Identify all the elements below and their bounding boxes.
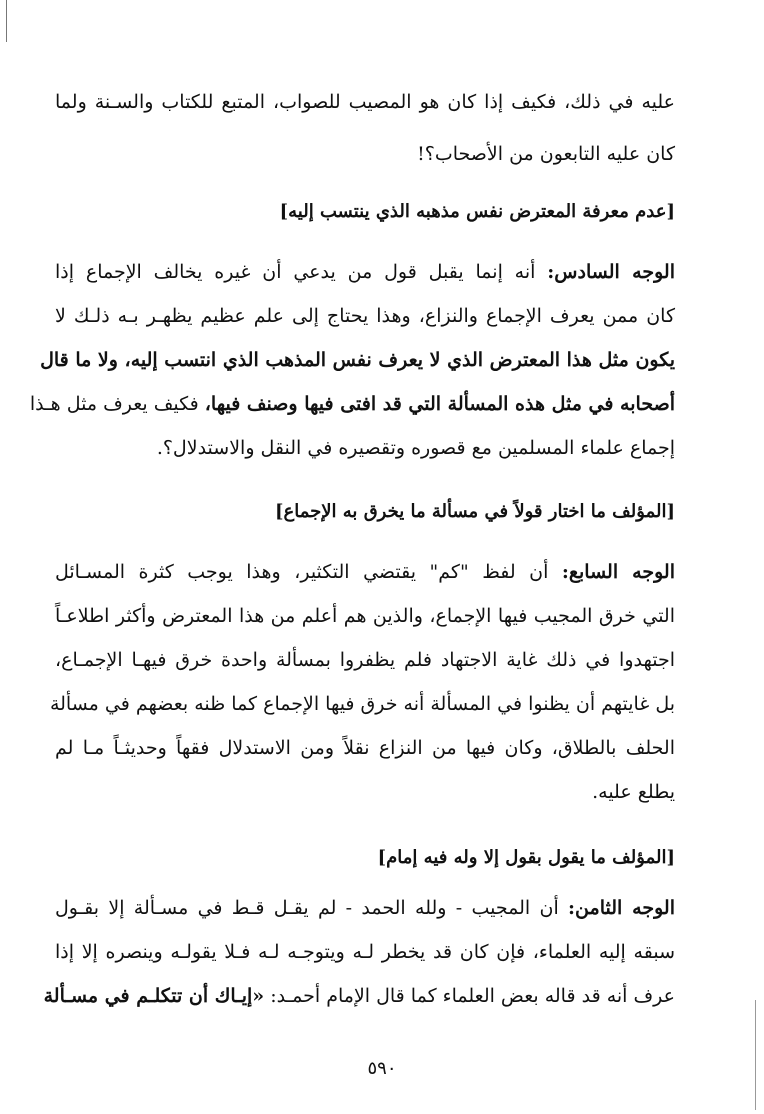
paragraph3-line1 xyxy=(55,552,675,592)
paragraph2-line4-bold: أصحابه في مثل هذه المسألة التي قد افتى فيها وصنف فيها، xyxy=(204,393,675,415)
paragraph4-line3-bold: «إيـاك أن تتكلـم في مسـألة xyxy=(43,985,265,1007)
paragraph4-lead: الوجه الثامن: xyxy=(568,897,675,919)
paragraph2-line4-text: فكيف يعرف مثل هـذا xyxy=(29,393,199,415)
section-heading-2: [المؤلف ما اختار قولاً في مسألة ما يخرق به الإجماع] xyxy=(274,501,675,522)
paragraph3-line4: بل غايتهم أن يظنوا في المسألة أنه خرق فيها الإجماع كما ظنه بعضهم في مسألة xyxy=(49,693,675,715)
section-heading-1: [عدم معرفة المعترض نفس مذهبه الذي ينتسب إليه] xyxy=(279,201,675,222)
paragraph4-line2: سبقه إليه العلماء، فإن كان قد يخطر لـه ويتوجـه لـه فـلا يقولـه وينصره إلا إذا xyxy=(55,941,675,963)
paragraph4-line3 xyxy=(43,976,675,1016)
page-body xyxy=(29,82,676,1022)
paragraph4-line3-text: عرف أنه قد قاله بعض العلماء كما قال الإمام أحمـد: xyxy=(270,985,675,1007)
right-margin-rule xyxy=(755,1000,756,1110)
paragraph2-line5: إجماع علماء المسلمين مع قصوره وتقصيره في النقل والاستدلال؟. xyxy=(156,437,675,459)
paragraph3-line5: الحلف بالطلاق، وكان فيها من النزاع نقلاً ومن الاستدلال فقهاً وحديثـاً مـا لم xyxy=(55,737,675,759)
paragraph2-line3: يكون مثل هذا المعترض الذي لا يعرف نفس المذهب الذي انتسب إليه، ولا ما قال xyxy=(40,349,675,371)
paragraph3-line2: التي خرق المجيب فيها الإجماع، والذين هم أعلم من هذا المعترض وأكثر اطلاعـاً xyxy=(55,605,675,627)
paragraph4-line1-text: أن المجيب - ولله الحمد - لم يقـل قـط في مسـألة إلا بقـول xyxy=(55,897,559,919)
paragraph2-line1-text: أنه إنما يقبل قول من يدعي أن غيره يخالف الإجماع إذا xyxy=(55,261,536,283)
paragraph3-lead: الوجه السابع: xyxy=(561,561,676,583)
left-margin-rule xyxy=(6,0,7,42)
paragraph2-line1 xyxy=(55,252,675,292)
paragraph3-line1-text: أن لفظ "كم" يقتضي التكثير، وهذا يوجب كثرة المسـائل xyxy=(55,561,549,583)
paragraph3-line3: اجتهدوا في ذلك غاية الاجتهاد فلم يظفروا بمسألة واحدة خرق فيهـا الإجمـاع، xyxy=(55,649,675,671)
paragraph2-lead: الوجه السادس: xyxy=(547,261,675,283)
paragraph2-line2: كان ممن يعرف الإجماع والنزاع، وهذا يحتاج إلى علم عظيم يظهـر بـه ذلـك لا xyxy=(55,305,675,327)
page-number: ٥٩٠ xyxy=(367,1058,397,1079)
paragraph1-line2: كان عليه التابعون من الأصحاب؟! xyxy=(417,143,675,165)
paragraph2-line4 xyxy=(29,384,675,424)
paragraph4-line1 xyxy=(55,888,675,928)
paragraph1-line1: عليه في ذلك، فكيف إذا كان هو المصيب للصواب، المتبع للكتاب والسـنة ولما xyxy=(55,91,675,113)
section-heading-3: [المؤلف ما يقول بقول إلا وله فيه إمام] xyxy=(377,847,675,868)
paragraph3-line6: يطلع عليه. xyxy=(592,781,675,803)
